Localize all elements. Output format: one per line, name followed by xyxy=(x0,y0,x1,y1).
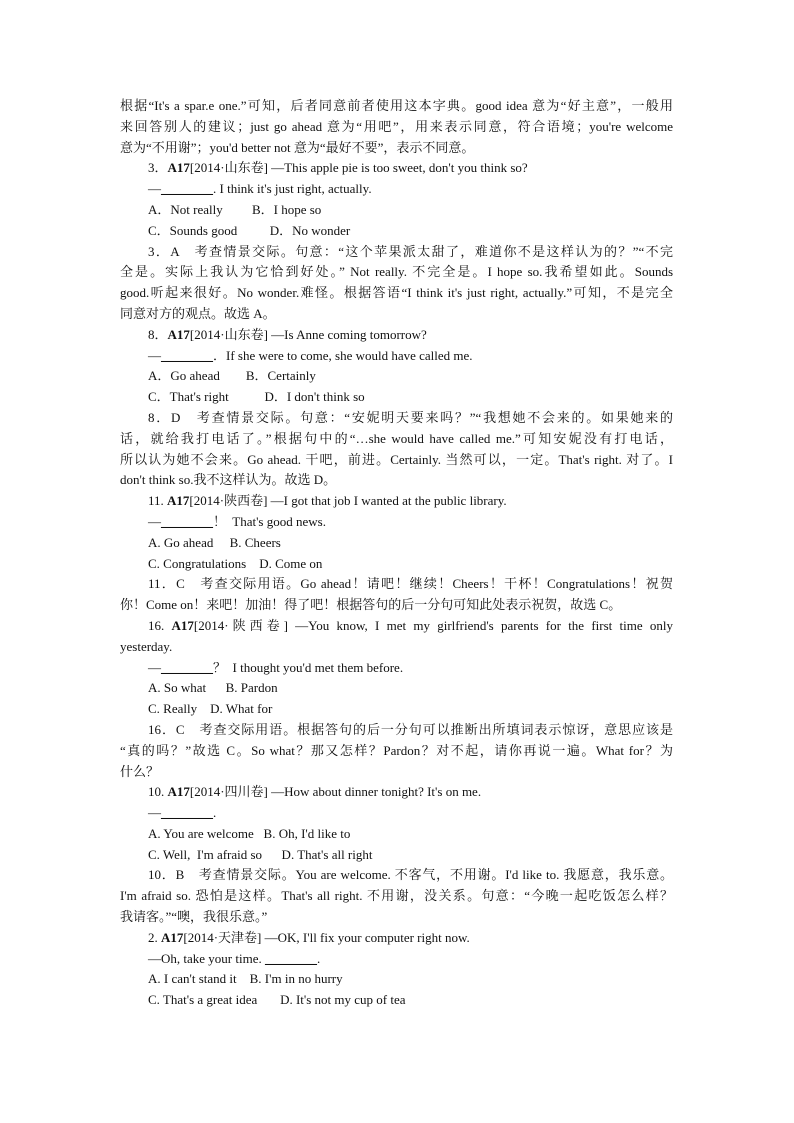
text-line xyxy=(120,450,673,471)
text-segment: yesterday. xyxy=(120,638,173,654)
text-line xyxy=(120,470,673,491)
answer-blank: ________ xyxy=(264,950,317,966)
text-line xyxy=(120,824,673,845)
text-line xyxy=(120,762,673,783)
text-segment: ？ I thought you'd met them before. xyxy=(213,659,404,675)
text-line xyxy=(120,720,673,741)
text-line xyxy=(120,782,673,803)
text-segment: — xyxy=(148,347,161,363)
answer-blank: ________ xyxy=(161,805,213,821)
text-segment: 根据“It's a spar.e one.”可知，后者同意前者使用这本字典。good idea 意为“好主意”，一般用 xyxy=(120,98,673,113)
text-line xyxy=(120,865,673,886)
text-line xyxy=(120,117,673,138)
text-line xyxy=(120,637,673,658)
text-segment: [2014·山东卷] —This apple pie is too sweet, don't you think so? xyxy=(189,160,528,176)
text-segment: 16. xyxy=(148,617,172,633)
text-segment: 全是。实际上我认为它恰到好处。” Not really. 不完全是。I hope so.我希望如此。Sounds xyxy=(120,264,673,280)
text-line xyxy=(120,803,673,824)
text-segment: 11. xyxy=(148,493,168,509)
question-tag: A17 xyxy=(171,617,194,633)
text-segment: I'm afraid so. 恐怕是这样。That's all right. 不用谢，没关系。句意：“今晚一起吃饭怎么样？ xyxy=(120,888,673,904)
text-line xyxy=(120,678,673,699)
text-line xyxy=(120,262,673,283)
text-segment: . xyxy=(316,950,321,966)
text-line xyxy=(120,429,673,450)
text-line xyxy=(120,346,673,367)
text-segment: 3． xyxy=(148,160,168,176)
answer-blank: ________ xyxy=(161,347,213,363)
text-line xyxy=(120,304,673,325)
text-segment: — xyxy=(148,181,161,197)
text-line xyxy=(120,96,673,117)
text-segment: 我请客。”“噢，我很乐意。” xyxy=(120,909,268,925)
text-segment: [2014·天津卷] —OK, I'll fix your computer right now. xyxy=(183,929,470,945)
text-line xyxy=(120,658,673,679)
text-segment: 3．A 考查情景交际。句意：“这个苹果派太甜了，难道你不是这样认为的？”“不完 xyxy=(148,243,673,259)
text-line xyxy=(120,366,673,387)
text-line xyxy=(120,845,673,866)
text-segment: . I think it's just right, actually. xyxy=(213,181,372,197)
text-line xyxy=(120,990,673,1011)
text-segment: — xyxy=(148,513,161,529)
text-line xyxy=(120,886,673,907)
text-segment: 8．D 考查情景交际。句意：“安妮明天要来吗？”“我想她不会来的。如果她来的 xyxy=(148,409,673,425)
text-segment: 16．C 考查交际用语。根据答句的后一分句可以推断出所填词表示惊讶，意思应该是 xyxy=(148,721,673,737)
text-line xyxy=(120,200,673,221)
text-segment: C．That's right D．I don't think so xyxy=(148,389,365,405)
text-segment: . xyxy=(213,805,217,821)
text-segment: C．Sounds good D．No wonder xyxy=(148,222,351,238)
text-segment: 11．C 考查交际用语。Go ahead！请吧！继续！Cheers！干杯！Congratulations！祝贺 xyxy=(148,576,673,592)
text-line xyxy=(120,408,673,429)
answer-blank: ________ xyxy=(161,659,213,675)
text-segment: 什么？ xyxy=(120,763,160,779)
text-segment: — xyxy=(148,659,161,675)
text-line xyxy=(120,928,673,949)
text-line xyxy=(120,283,673,304)
text-line xyxy=(120,179,673,200)
text-line xyxy=(120,325,673,346)
text-segment: don't think so.我不这样认为。故选 D。 xyxy=(120,472,337,488)
text-segment: 2. xyxy=(148,929,161,945)
text-line xyxy=(120,907,673,928)
text-segment: —Oh, take your time. xyxy=(148,950,265,966)
text-line xyxy=(120,969,673,990)
text-segment: ！ That's good news. xyxy=(213,513,326,529)
text-line xyxy=(120,491,673,512)
question-tag: A17 xyxy=(161,929,184,945)
text-line xyxy=(120,138,673,159)
text-segment: C. That's a great idea D. It's not my cup of tea xyxy=(148,992,406,1008)
question-tag: A17 xyxy=(167,493,190,509)
answer-blank: ________ xyxy=(161,513,213,529)
text-line xyxy=(120,554,673,575)
text-line xyxy=(120,533,673,554)
text-line xyxy=(120,616,673,637)
document-page xyxy=(120,96,673,1011)
question-tag: A17 xyxy=(167,326,190,342)
text-segment: 来回答别人的建议；just go ahead 意为“用吧”，用来表示同意，符合语境；you're welcome xyxy=(120,118,673,134)
question-tag: A17 xyxy=(167,160,190,176)
text-line xyxy=(120,741,673,762)
text-line xyxy=(120,699,673,720)
text-segment: A．Go ahead B．Certainly xyxy=(148,368,316,384)
text-segment: ．If she were to come, she would have called me. xyxy=(213,347,473,363)
text-segment: A. Go ahead B. Cheers xyxy=(148,534,281,550)
text-segment: C. Congratulations D. Come on xyxy=(148,555,323,571)
text-segment: [2014·陕西卷] —You know, I met my girlfriend's parents for the first time only xyxy=(193,617,674,633)
text-segment: 所以认为她不会来。Go ahead. 干吧，前进。Certainly. 当然可以，一定。That's right. 对了。I xyxy=(120,451,673,467)
text-line xyxy=(120,158,673,179)
text-segment: 8． xyxy=(148,326,168,342)
text-segment: C. Well, I'm afraid so D. That's all right xyxy=(148,846,373,862)
text-segment: A. So what B. Pardon xyxy=(148,680,278,696)
text-segment: 意为“不用谢”；you'd better not 意为“最好不要”，表示不同意。 xyxy=(120,139,475,155)
text-segment: 话，就给我打电话了。”根据句中的“…she would have called me.”可知安妮没有打电话， xyxy=(120,430,673,446)
text-segment: A. You are welcome B. Oh, I'd like to xyxy=(148,825,351,841)
text-segment: 10. xyxy=(148,784,168,800)
text-segment: 你！Come on！来吧！加油！得了吧！根据答句的后一分句可知此处表示祝贺，故选 C。 xyxy=(120,597,622,613)
answer-blank: ________ xyxy=(161,181,213,197)
text-line xyxy=(120,512,673,533)
text-segment: A．Not really B．I hope so xyxy=(148,201,322,217)
text-line xyxy=(120,595,673,616)
text-line xyxy=(120,574,673,595)
text-segment: [2014·陕西卷] —I got that job I wanted at the public library. xyxy=(189,493,507,509)
text-line xyxy=(120,242,673,263)
text-line xyxy=(120,949,673,970)
text-segment: [2014·山东卷] —Is Anne coming tomorrow? xyxy=(189,326,427,342)
text-line xyxy=(120,387,673,408)
text-segment: C. Really D. What for xyxy=(148,701,273,717)
text-segment: 10．B 考查情景交际。You are welcome. 不客气，不用谢。I'd like to. 我愿意，我乐意。 xyxy=(148,867,673,883)
text-segment: A. I can't stand it B. I'm in no hurry xyxy=(148,971,343,987)
text-segment: — xyxy=(148,805,161,821)
text-segment: [2014·四川卷] —How about dinner tonight? It's on me. xyxy=(189,784,482,800)
text-segment: 同意对方的观点。故选 A。 xyxy=(120,305,276,321)
text-segment: “真的吗？”故选 C。So what？那又怎样？Pardon？对不起，请你再说一遍。What for？为 xyxy=(120,742,673,758)
question-tag: A17 xyxy=(167,784,190,800)
text-line xyxy=(120,221,673,242)
text-segment: good.听起来很好。No wonder.难怪。根据答语“I think it's just right, actually.”可知，不是完全 xyxy=(120,285,673,301)
